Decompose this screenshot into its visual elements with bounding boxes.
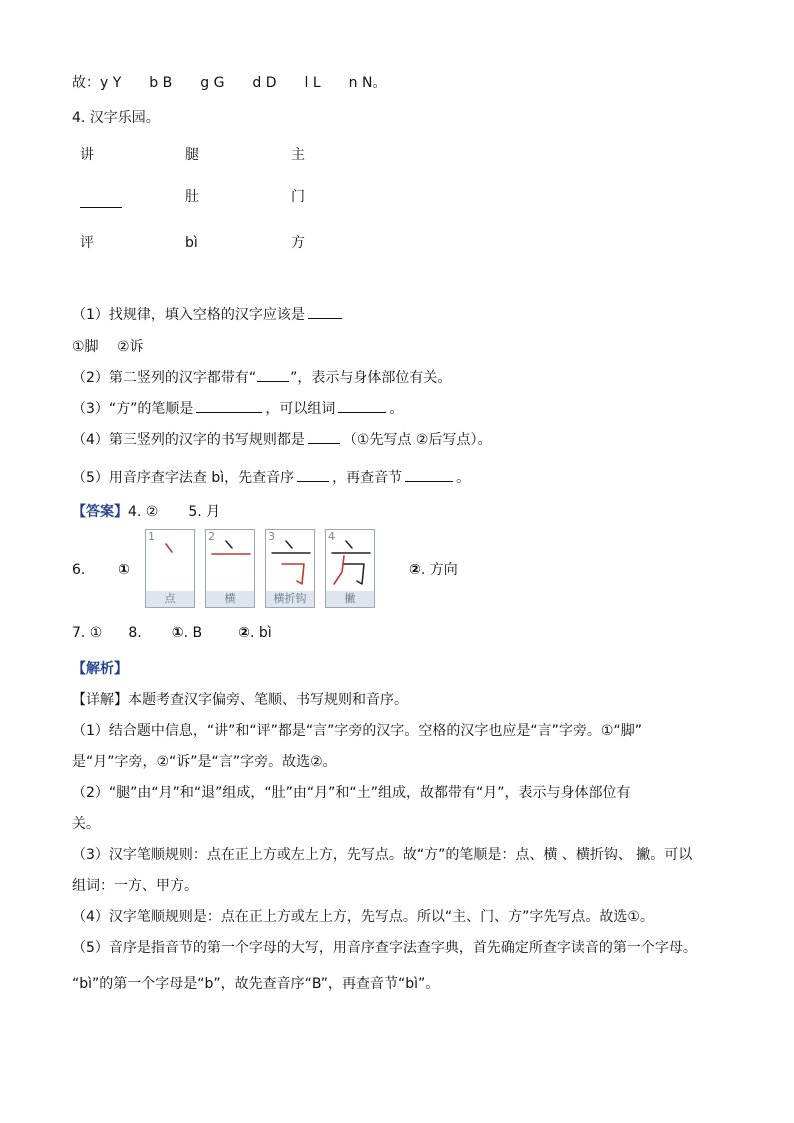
answer-line: 【答案】4. ② 5. 月 <box>72 504 221 520</box>
grid-blank <box>80 193 122 214</box>
stroke-heng-glyph <box>206 532 254 590</box>
detail-paragraph: （2）“腿”由“月”和“退”组成，“肚”由“月”和“土”组成，故都带有“月”，表示与身体部位有 <box>72 785 631 801</box>
grid-cell: bì <box>185 235 198 251</box>
stroke-card: 1 点 <box>145 529 195 608</box>
detail-paragraph: （1）结合题中信息，“讲”和“评”都是“言”字旁的汉字。空格的汉字也应是“言”字旁。①“脚” <box>72 723 642 739</box>
sub-question-1: （1）找规律，填入空格的汉字应该是 <box>72 304 345 325</box>
analysis-label: 【解析】 <box>72 661 128 677</box>
question-4-title: 4. 汉字乐园。 <box>72 110 160 126</box>
answer-6-part-2: ②. 方向 <box>409 562 458 578</box>
previous-answer-line: 故：y Y b B g G d D l L n N。 <box>72 75 387 91</box>
detail-paragraph: （4）汉字笔顺规则是：点在正上方或左上方，先写点。所以“主、门、方”字先写点。故选①。 <box>72 909 654 925</box>
answer-label: 【答案】 <box>72 504 128 520</box>
stroke-dot-glyph <box>146 532 194 590</box>
grid-cell: 腿 <box>185 147 199 163</box>
grid-cell: 主 <box>291 147 305 163</box>
grid-cell: 方 <box>291 235 305 251</box>
sub-question-5: （5）用音序查字法查 bì，先查音序 ，再查音节 。 <box>72 467 470 488</box>
grid-cell: 讲 <box>80 147 94 163</box>
answer-6-number: 6. <box>72 562 86 578</box>
sub-question-1-options: ①脚 ②诉 <box>72 339 144 355</box>
stroke-card: 2 横 <box>205 529 255 608</box>
detail-paragraph: （3）汉字笔顺规则：点在正上方或左上方，先写点。故“方”的笔顺是：点、横 、横折钩、 撇。可以 <box>72 847 693 863</box>
detail-paragraph: 关。 <box>72 816 100 832</box>
grid-cell: 门 <box>291 189 305 205</box>
answer-6-circled-1: ① <box>118 562 130 578</box>
sub-question-4: （4）第三竖列的汉字的书写规则都是 （①先写点 ②后写点）。 <box>72 429 491 450</box>
detail-paragraph: 组词：一方、甲方。 <box>72 878 198 894</box>
sub-question-3: （3）“方”的笔顺是 ，可以组词 。 <box>72 398 403 419</box>
stroke-card: 3 横折钩 <box>265 529 315 608</box>
stroke-pie-glyph <box>326 532 374 590</box>
detail-paragraph: “bì”的第一个字母是“b”，故先查音序“B”，再查音节“bì”。 <box>72 976 440 992</box>
answer-7-8: 7. ① 8. ①. B ②. bì <box>72 625 272 641</box>
detail-paragraph: （5）音序是指音节的第一个字母的大写，用音序查字法查字典，首先确定所查字读音的第一个字母。 <box>72 940 697 956</box>
detail-paragraph: 是“月”字旁，②“诉”是“言”字旁。故选②。 <box>72 754 337 770</box>
stroke-card: 4 撇 <box>325 529 375 608</box>
grid-cell: 肚 <box>185 189 199 205</box>
detail-intro: 【详解】本题考查汉字偏旁、笔顺、书写规则和音序。 <box>72 692 408 708</box>
stroke-hengzhegou-glyph <box>266 532 314 590</box>
sub-question-2: （2）第二竖列的汉字都带有“ ”，表示与身体部位有关。 <box>72 367 451 388</box>
grid-cell: 评 <box>80 235 94 251</box>
